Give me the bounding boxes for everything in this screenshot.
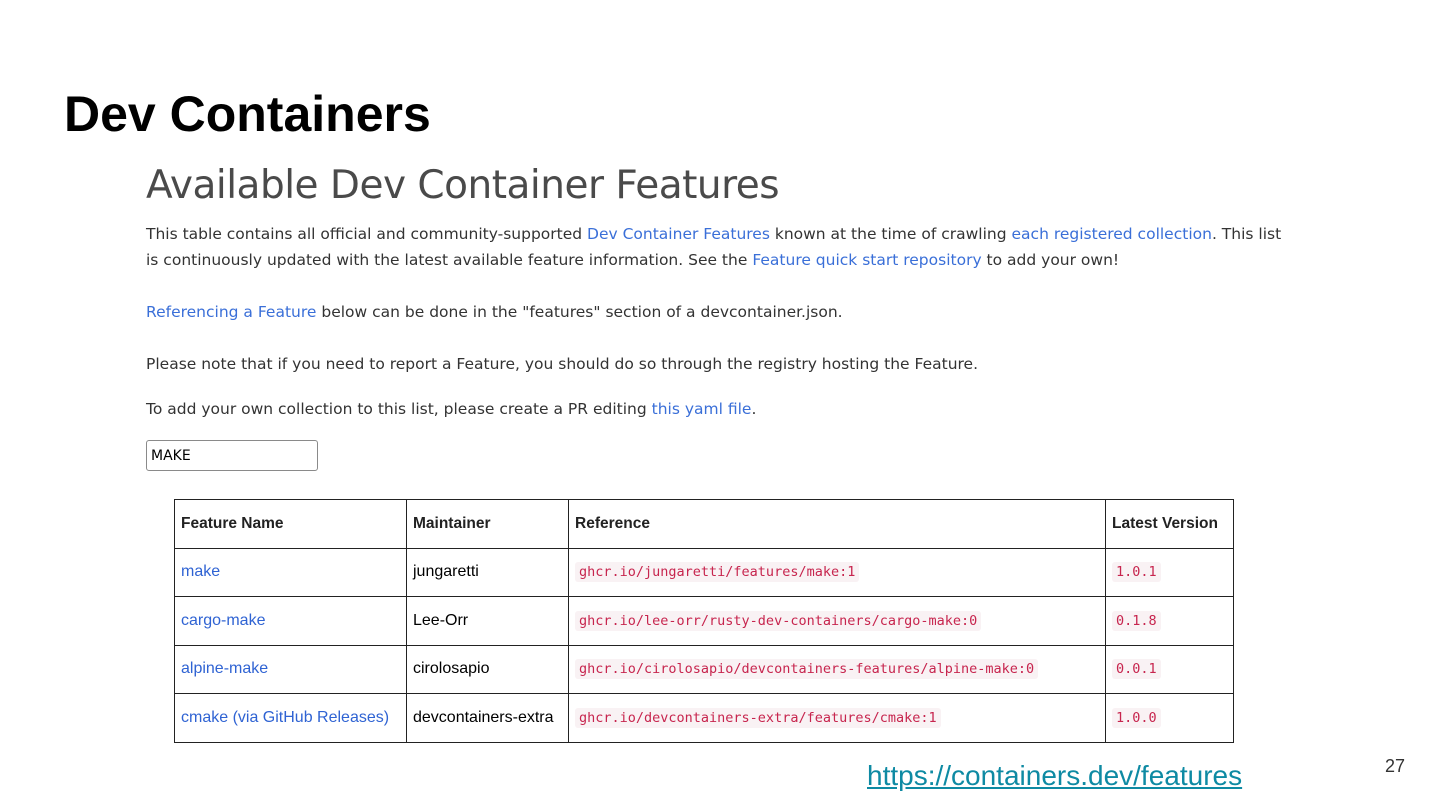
page-screenshot	[146, 160, 1296, 418]
reference-code: ghcr.io/lee-orr/rusty-dev-containers/cargo-make:0	[575, 611, 981, 631]
table-row	[175, 645, 1234, 694]
version-code: 1.0.0	[1112, 708, 1161, 728]
reference-cell	[569, 597, 1106, 646]
add-collection-paragraph	[146, 396, 756, 422]
containers-dev-features-link[interactable]: https://containers.dev/features	[867, 760, 1243, 791]
feature-link[interactable]: cmake (via GitHub Releases)	[181, 708, 390, 726]
feature-quick-start-link[interactable]: Feature quick start repository	[752, 251, 982, 269]
table-row	[175, 548, 1234, 597]
version-cell	[1106, 548, 1234, 597]
dev-container-features-link[interactable]: Dev Container Features	[587, 225, 770, 243]
reference-code: ghcr.io/cirolosapio/devcontainers-features/alpine-make:0	[575, 659, 1038, 679]
table-row	[175, 597, 1234, 646]
reference-cell	[569, 645, 1106, 694]
feature-name-cell	[175, 597, 407, 646]
intro-text-1: This table contains all official and community-supported	[146, 225, 588, 243]
feature-link[interactable]: cargo-make	[181, 611, 266, 629]
reference-cell	[569, 548, 1106, 597]
feature-search-input[interactable]	[146, 440, 318, 471]
feature-name-cell	[175, 694, 407, 743]
feature-name-cell	[175, 548, 407, 597]
intro-text-3: . This list is continuously updated with the latest available feature information. See the	[146, 225, 1282, 269]
reference-code: ghcr.io/devcontainers-extra/features/cmake:1	[575, 708, 941, 728]
slide-title: Dev Containers	[64, 86, 431, 142]
maintainer-cell: devcontainers-extra	[407, 694, 569, 743]
table-header-row	[175, 500, 1234, 549]
reference-cell	[569, 694, 1106, 743]
referencing-paragraph	[146, 299, 843, 325]
version-cell	[1106, 645, 1234, 694]
version-code: 0.0.1	[1112, 659, 1161, 679]
add-collection-text: To add your own collection to this list, please create a PR editing	[146, 400, 652, 418]
header-reference[interactable]: Reference	[569, 500, 1106, 549]
version-code: 0.1.8	[1112, 611, 1161, 631]
intro-paragraph	[146, 221, 1296, 273]
registered-collection-link[interactable]: each registered collection	[1011, 225, 1212, 243]
feature-link[interactable]: alpine-make	[181, 660, 269, 678]
page-number: 27	[1385, 756, 1406, 776]
maintainer-cell: jungaretti	[407, 548, 569, 597]
referencing-text: below can be done in the "features" section of a devcontainer.json.	[316, 303, 843, 321]
feature-name-cell	[175, 645, 407, 694]
reference-code: ghcr.io/jungaretti/features/make:1	[575, 562, 859, 582]
maintainer-cell: cirolosapio	[407, 645, 569, 694]
yaml-file-link[interactable]: this yaml file	[651, 400, 752, 418]
add-collection-end: .	[751, 400, 757, 418]
version-cell	[1106, 597, 1234, 646]
header-latest-version[interactable]: Latest Version	[1106, 500, 1234, 549]
version-code: 1.0.1	[1112, 562, 1161, 582]
page-heading: Available Dev Container Features	[146, 163, 780, 208]
features-table	[174, 499, 1234, 743]
table-row	[175, 694, 1234, 743]
version-cell	[1106, 694, 1234, 743]
referencing-feature-link[interactable]: Referencing a Feature	[146, 303, 317, 321]
report-note: Please note that if you need to report a Feature, you should do so through the registry hosting the Feature.	[146, 355, 979, 373]
header-feature-name[interactable]: Feature Name	[175, 500, 407, 549]
intro-text-2: known at the time of crawling	[769, 225, 1012, 243]
header-maintainer[interactable]: Maintainer	[407, 500, 569, 549]
maintainer-cell: Lee-Orr	[407, 597, 569, 646]
intro-text-4: to add your own!	[981, 251, 1120, 269]
feature-link[interactable]: make	[181, 563, 221, 581]
